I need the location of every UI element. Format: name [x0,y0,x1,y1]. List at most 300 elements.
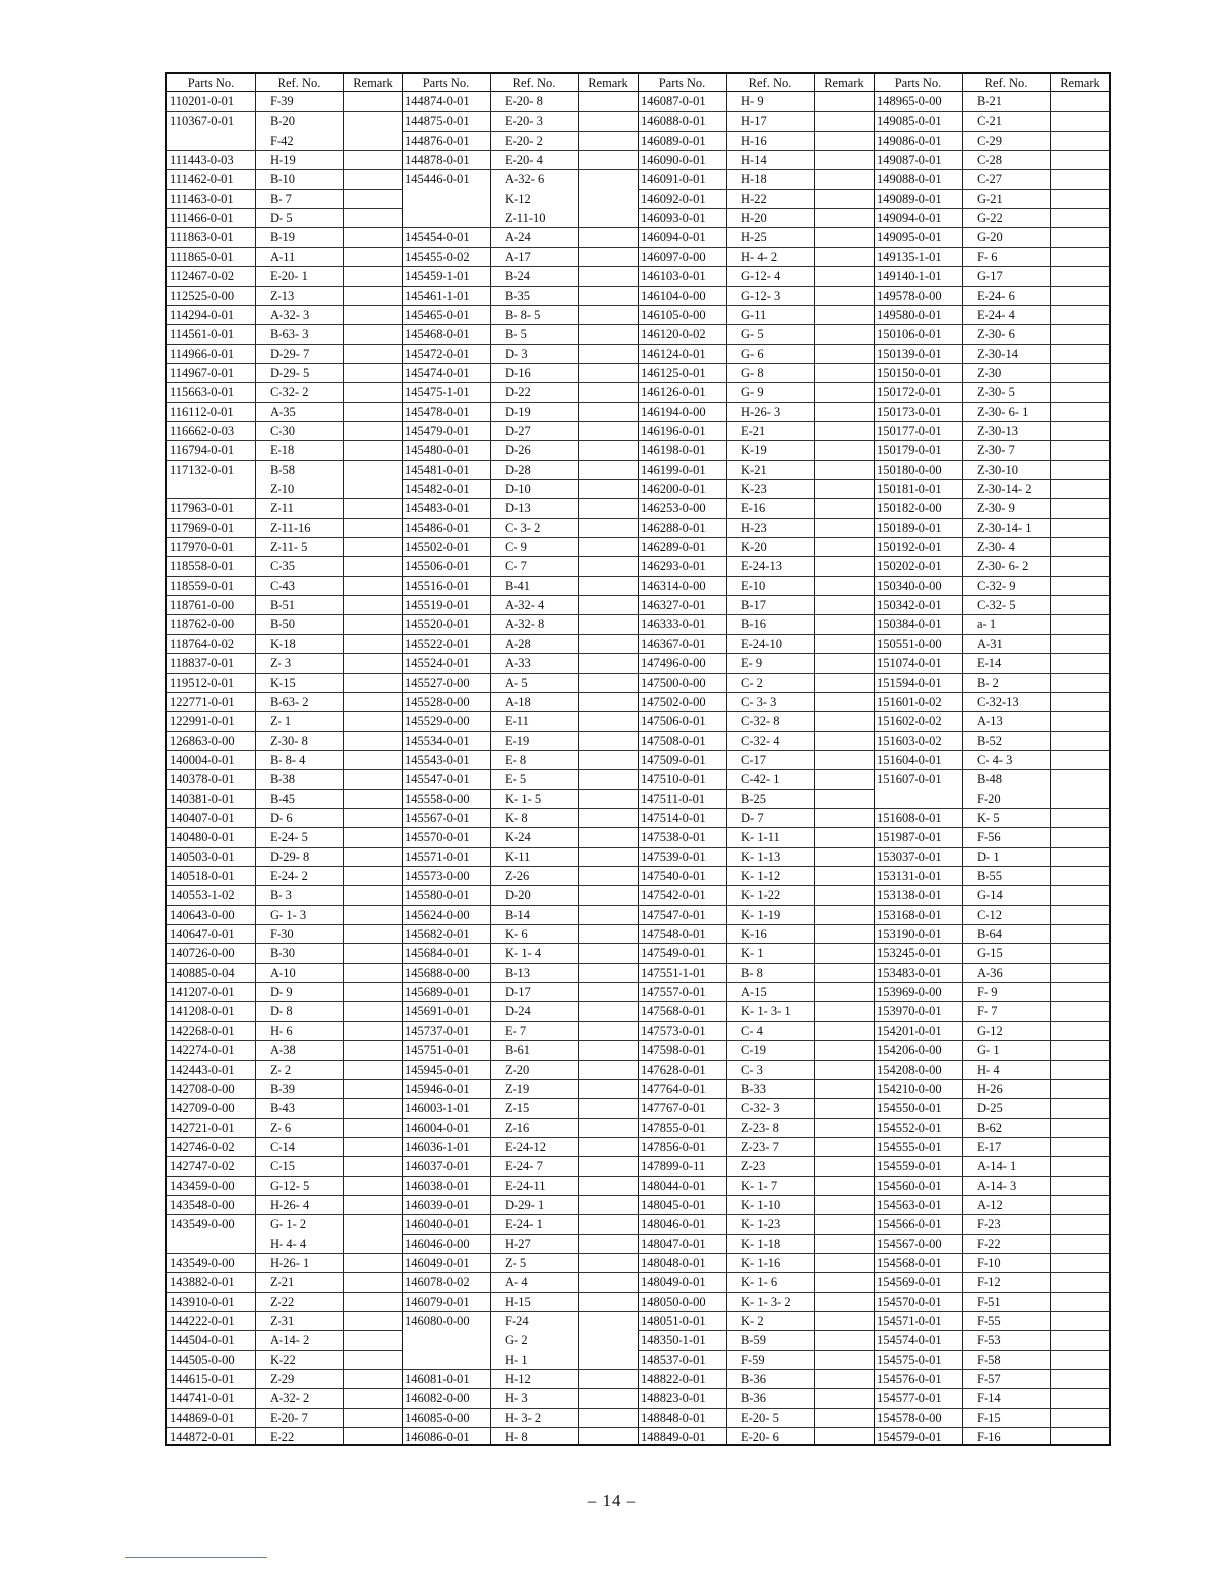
table-row [638,286,874,306]
table-row [402,982,638,1002]
ref-no-cell: Z-31 [270,1314,295,1329]
table-row [638,344,874,364]
ref-no-cell: G- 1- 2 [270,1217,307,1232]
ref-no-cell: B-36 [741,1372,766,1387]
ref-no-cell: K- 1-13 [741,849,781,864]
table-row [402,711,638,731]
remark-cell [580,770,636,789]
parts-no-cell: 144869-0-01 [170,1410,235,1425]
remark-cell [345,577,401,596]
remark-cell [816,596,872,615]
ref-no-cell: G-17 [977,269,1003,284]
table-row [638,731,874,751]
table-row [402,440,638,460]
ref-no-cell: G-21 [977,191,1003,206]
table-row [638,1330,874,1350]
parts-no-cell: 153138-0-01 [877,888,942,903]
remark-cell [816,1138,872,1157]
ref-no-cell: K- 1-10 [741,1197,781,1212]
remark-cell [580,925,636,944]
ref-no-cell: D- 6 [270,810,293,825]
parts-no-cell: 140407-0-01 [170,810,235,825]
parts-no-cell: 146088-0-01 [641,114,706,129]
remark-cell [816,828,872,847]
table-row [638,169,874,189]
ref-no-cell: H-27 [505,1236,531,1251]
ref-no-cell: H-19 [270,153,296,168]
table-row [638,1137,874,1157]
table-row [167,653,403,673]
table-row [874,943,1110,963]
remark-cell [580,654,636,673]
ref-no-cell: C-32- 9 [977,578,1016,593]
remark-cell [1052,557,1108,576]
ref-no-cell: Z-30- 4 [977,540,1015,555]
parts-no-cell: 151604-0-01 [877,752,942,767]
parts-no-cell: 146253-0-00 [641,501,706,516]
remark-cell [816,325,872,344]
parts-no-cell: 150182-0-00 [877,501,942,516]
ref-no-cell: E-24- 5 [270,830,308,845]
table-row [167,943,403,963]
table-row [638,1001,874,1021]
remark-cell [345,499,401,518]
remark-cell [1052,1061,1108,1080]
parts-no-cell: 148046-0-01 [641,1217,706,1232]
parts-no-cell: 151987-0-01 [877,830,942,845]
ref-no-cell: C-30 [270,423,295,438]
remark-cell [345,209,401,228]
header-parts-no: Parts No. [187,76,235,90]
ref-no-cell: Z-30-14- 2 [977,482,1032,496]
ref-no-cell: Z-30- 9 [977,501,1015,516]
remark-cell [1052,403,1108,422]
parts-no-cell: 146288-0-01 [641,520,706,535]
ref-no-cell: B-48 [977,772,1002,787]
parts-no-cell: 147549-0-01 [641,946,706,961]
ref-no-cell: C-43 [270,578,295,593]
table-row [638,208,874,228]
table-row [638,479,874,499]
remark-cell [580,1235,636,1254]
parts-no-cell: 146200-0-01 [641,482,706,496]
remark-cell [1052,1002,1108,1021]
table-row [874,1408,1110,1428]
parts-no-cell: 147628-0-01 [641,1062,706,1077]
table-row [638,363,874,383]
ref-no-cell: B-21 [977,94,1002,108]
remark-cell [580,886,636,905]
parts-no-cell: 147573-0-01 [641,1023,706,1038]
parts-no-cell: 146125-0-01 [641,365,706,380]
table-row [638,111,874,131]
table-row [167,808,403,828]
remark-cell [1052,635,1108,654]
ref-no-cell: A-14- 3 [977,1178,1017,1193]
remark-cell [345,325,401,344]
table-row [874,1369,1110,1389]
table-row [167,1408,403,1428]
parts-no-cell: 145479-0-01 [405,423,470,438]
ref-no-cell: Z-13 [270,288,295,303]
parts-no-cell: 147508-0-01 [641,733,706,748]
remark-cell [580,693,636,712]
table-row [874,402,1110,422]
table-row [167,905,403,925]
remark-cell [816,170,872,189]
remark-cell [1052,1351,1108,1370]
table-row [874,1330,1110,1350]
parts-no-cell: 147542-0-01 [641,888,706,903]
remark-cell [580,944,636,963]
parts-no-cell: 154550-0-01 [877,1101,942,1116]
remark-cell [345,635,401,654]
table-row [874,169,1110,189]
remark-cell [580,1119,636,1138]
parts-no-cell: 144505-0-00 [170,1352,235,1367]
remark-cell [345,1177,401,1196]
parts-no-cell: 154578-0-00 [877,1410,942,1425]
remark-cell [345,828,401,847]
parts-no-cell: 154201-0-01 [877,1023,942,1038]
table-row [167,344,403,364]
table-row [402,963,638,983]
ref-no-cell: G- 8 [741,365,764,380]
remark-cell [1052,325,1108,344]
ref-no-cell: F-42 [270,133,294,148]
ref-no-cell: B-17 [741,598,766,613]
parts-no-cell: 154206-0-00 [877,1043,942,1058]
ref-no-cell: Z-30- 5 [977,385,1015,400]
table-row [402,131,638,151]
remark-cell [580,790,636,809]
table-row [167,421,403,441]
table-row [638,905,874,925]
parts-no-cell: 154560-0-01 [877,1178,942,1193]
table-row [638,537,874,557]
table-row [874,1156,1110,1176]
remark-cell [345,1215,401,1234]
ref-no-cell: K- 1-19 [741,907,781,922]
table-row [874,847,1110,867]
parts-no-cell: 151594-0-01 [877,675,942,690]
table-row [167,1369,403,1389]
table-row [167,1195,403,1215]
remark-cell [345,1235,401,1254]
remark-cell [345,422,401,441]
ref-no-cell: Z-26 [505,869,530,883]
remark-cell [816,1061,872,1080]
table-row [874,1079,1110,1099]
parts-no-cell: 145474-0-01 [405,365,470,380]
table-row [167,1137,403,1157]
table-row [638,460,874,480]
ref-no-cell: C-32- 3 [741,1101,780,1116]
parts-no-cell: 146314-0-00 [641,578,706,593]
header-parts-no: Parts No. [422,76,470,90]
table-row [167,1272,403,1292]
table-row [874,866,1110,886]
parts-no-cell: 153168-0-01 [877,907,942,922]
parts-no-cell: 146036-1-01 [405,1139,470,1154]
remark-cell [580,635,636,654]
remark-cell [580,1041,636,1060]
table-row [874,1195,1110,1215]
remark-cell [345,712,401,731]
table-row [874,827,1110,847]
remark-cell [1052,345,1108,364]
ref-no-cell: B-61 [505,1043,530,1058]
ref-no-cell: A-14- 1 [977,1159,1017,1174]
parts-no-cell: 145751-0-01 [405,1043,470,1058]
parts-no-cell: 147899-0-11 [641,1159,706,1174]
table-row [874,963,1110,983]
parts-no-cell: 145624-0-00 [405,907,470,922]
parts-no-cell: 142746-0-02 [170,1139,235,1154]
parts-no-cell: 148050-0-00 [641,1294,706,1309]
parts-no-cell [405,1351,489,1370]
table-row [638,634,874,654]
parts-no-cell: 150181-0-01 [877,482,942,496]
ref-no-cell: H- 8 [505,1430,528,1445]
ref-no-cell: A-28 [505,636,531,651]
table-row [167,614,403,634]
header-parts-no: Parts No. [658,76,706,90]
ref-no-cell: H- 4- 4 [270,1236,307,1251]
remark-cell [816,1196,872,1215]
parts-no-cell: 147855-0-01 [641,1120,706,1135]
table-row [402,595,638,615]
table-row [638,150,874,170]
parts-no-cell: 145461-1-01 [405,288,470,303]
table-row [638,1060,874,1080]
table-row [874,518,1110,538]
parts-no-cell: 149135-1-01 [877,249,942,264]
parts-no-cell: 150192-0-01 [877,540,942,555]
parts-no-cell: 148823-0-01 [641,1391,706,1406]
parts-no-cell: 145455-0-02 [405,249,470,264]
remark-cell [816,1331,872,1350]
table-row [874,1098,1110,1118]
remark-cell [345,1351,401,1370]
ref-no-cell: Z-30-14- 1 [977,520,1032,535]
remark-cell [816,132,872,151]
ref-no-cell: H-17 [741,114,767,129]
ref-no-cell: G- 2 [505,1333,528,1348]
table-row [402,324,638,344]
header-remark: Remark [588,76,628,90]
table-row [874,92,1110,111]
parts-no-cell: 145481-0-01 [405,462,470,477]
ref-no-cell: C-19 [741,1043,766,1058]
parts-no-cell: 154552-0-01 [877,1120,942,1135]
parts-no-cell: 153190-0-01 [877,927,942,942]
ref-no-cell: H-16 [741,133,767,148]
remark-cell [345,732,401,751]
table-row [638,247,874,267]
parts-no-cell: 144222-0-01 [170,1314,235,1329]
table-row [167,150,403,170]
header-ref-no: Ref. No. [748,76,792,90]
ref-no-cell: H- 9 [741,94,764,108]
parts-no-cell: 154555-0-01 [877,1139,942,1154]
table-row [874,808,1110,828]
ref-no-cell: Z-30- 6- 2 [977,559,1029,574]
remark-cell [345,1022,401,1041]
table-row [874,905,1110,925]
table-row [874,789,1110,809]
remark-cell [816,867,872,886]
ref-no-cell: C-17 [741,752,766,767]
remark-cell [1052,1273,1108,1292]
parts-no-cell: 146196-0-01 [641,423,706,438]
table-row [638,131,874,151]
parts-no-cell [405,209,489,228]
remark-cell [345,925,401,944]
remark-cell [1052,92,1108,111]
parts-no-cell: 150551-0-00 [877,636,942,651]
remark-cell [345,1099,401,1118]
ref-no-cell: K- 1-22 [741,888,781,903]
table-row [402,1311,638,1331]
ref-no-cell: B- 2 [977,675,999,690]
table-row [167,1098,403,1118]
table-row [638,1253,874,1273]
ref-no-cell: B-10 [270,172,295,187]
ref-no-cell: A-31 [977,636,1003,651]
remark-cell [816,751,872,770]
remark-cell [1052,809,1108,828]
ref-no-cell: C-27 [977,172,1002,187]
table-row [402,1001,638,1021]
remark-cell [580,92,636,111]
table-row [402,1408,638,1428]
parts-no-cell: 150173-0-01 [877,404,942,419]
table-row [402,750,638,770]
parts-no-cell: 111466-0-01 [170,211,234,226]
remark-cell [345,190,401,209]
parts-no-cell: 140647-0-01 [170,927,235,942]
table-row [638,498,874,518]
ref-no-cell: G-20 [977,230,1003,245]
ref-no-cell: E-14 [977,656,1002,671]
table-row [402,363,638,383]
parts-no-cell: 146080-0-00 [405,1314,470,1329]
remark-cell [816,383,872,402]
table-row [167,1118,403,1138]
ref-no-cell: H- 4 [977,1062,1000,1077]
table-row [167,982,403,1002]
ref-no-cell: B-59 [741,1333,766,1348]
remark-cell [580,1273,636,1292]
parts-no-cell: 148350-1-01 [641,1333,706,1348]
parts-no-cell: 146094-0-01 [641,230,706,245]
parts-no-cell: 150172-0-01 [877,385,942,400]
parts-no-cell: 122991-0-01 [170,714,235,729]
parts-no-cell: 117963-0-01 [170,501,235,516]
parts-no-cell: 144504-0-01 [170,1333,235,1348]
table-row [402,189,638,209]
ref-no-cell: A-14- 2 [270,1333,310,1348]
table-row [874,1311,1110,1331]
table-row [402,1350,638,1370]
remark-cell [345,1370,401,1389]
parts-no-cell: 145454-0-01 [405,230,470,245]
ref-no-cell: A-24 [505,230,531,245]
parts-no-cell: 140004-0-01 [170,752,235,767]
parts-no-cell: 140726-0-00 [170,946,235,961]
parts-no-cell: 149085-0-01 [877,114,942,129]
ref-no-cell: Z-11 [270,501,294,516]
table-row [874,421,1110,441]
parts-no-cell: 146087-0-01 [641,94,706,108]
ref-no-cell: G- 1- 3 [270,907,307,922]
remark-cell [345,383,401,402]
remark-cell [345,654,401,673]
ref-no-cell: F-39 [270,94,294,108]
remark-cell [816,906,872,925]
parts-no-cell: 154568-0-01 [877,1256,942,1270]
parts-no-cell: 147538-0-01 [641,830,706,845]
parts-no-cell: 144876-0-01 [405,133,470,148]
table-row [167,924,403,944]
ref-no-cell: K- 5 [977,810,1000,825]
remark-cell [816,1215,872,1234]
remark-cell [345,790,401,809]
ref-no-cell: C-32- 5 [977,598,1016,613]
table-row [167,131,403,151]
remark-cell [1052,790,1108,809]
table-row [638,1118,874,1138]
ref-no-cell: D- 3 [505,346,528,361]
column-group-3 [638,74,874,1444]
ref-no-cell: F-59 [741,1352,765,1367]
header-remark: Remark [1060,76,1100,90]
remark-cell [816,480,872,499]
parts-no-cell: 143549-0-00 [170,1217,235,1232]
table-row [874,1176,1110,1196]
remark-cell [580,712,636,731]
ref-no-cell: A- 5 [505,675,528,690]
table-row [167,189,403,209]
table-row [874,498,1110,518]
table-row [402,731,638,751]
header-remark: Remark [353,76,393,90]
parts-no-cell: 145475-1-01 [405,385,470,400]
ref-no-cell: B-58 [270,462,295,477]
table-row [167,1292,403,1312]
ref-no-cell: Z-23- 8 [741,1120,779,1135]
ref-no-cell: H-23 [741,520,767,535]
parts-no-cell: 151603-0-02 [877,733,942,748]
table-row [638,324,874,344]
table-row [167,382,403,402]
remark-cell [1052,1389,1108,1408]
remark-cell [1052,693,1108,712]
table-row [402,1292,638,1312]
remark-cell [345,1041,401,1060]
parts-no-cell: 146090-0-01 [641,153,706,168]
table-row [167,731,403,751]
parts-no-cell: 147502-0-00 [641,694,706,709]
remark-cell [580,1215,636,1234]
ref-no-cell: B-16 [741,617,766,632]
parts-no-cell: 148048-0-01 [641,1256,706,1270]
ref-no-cell: E-20- 5 [741,1410,779,1425]
parts-no-cell: 145571-0-01 [405,849,470,864]
parts-no-cell: 153969-0-00 [877,985,942,1000]
parts-no-cell: 146086-0-01 [405,1430,470,1445]
